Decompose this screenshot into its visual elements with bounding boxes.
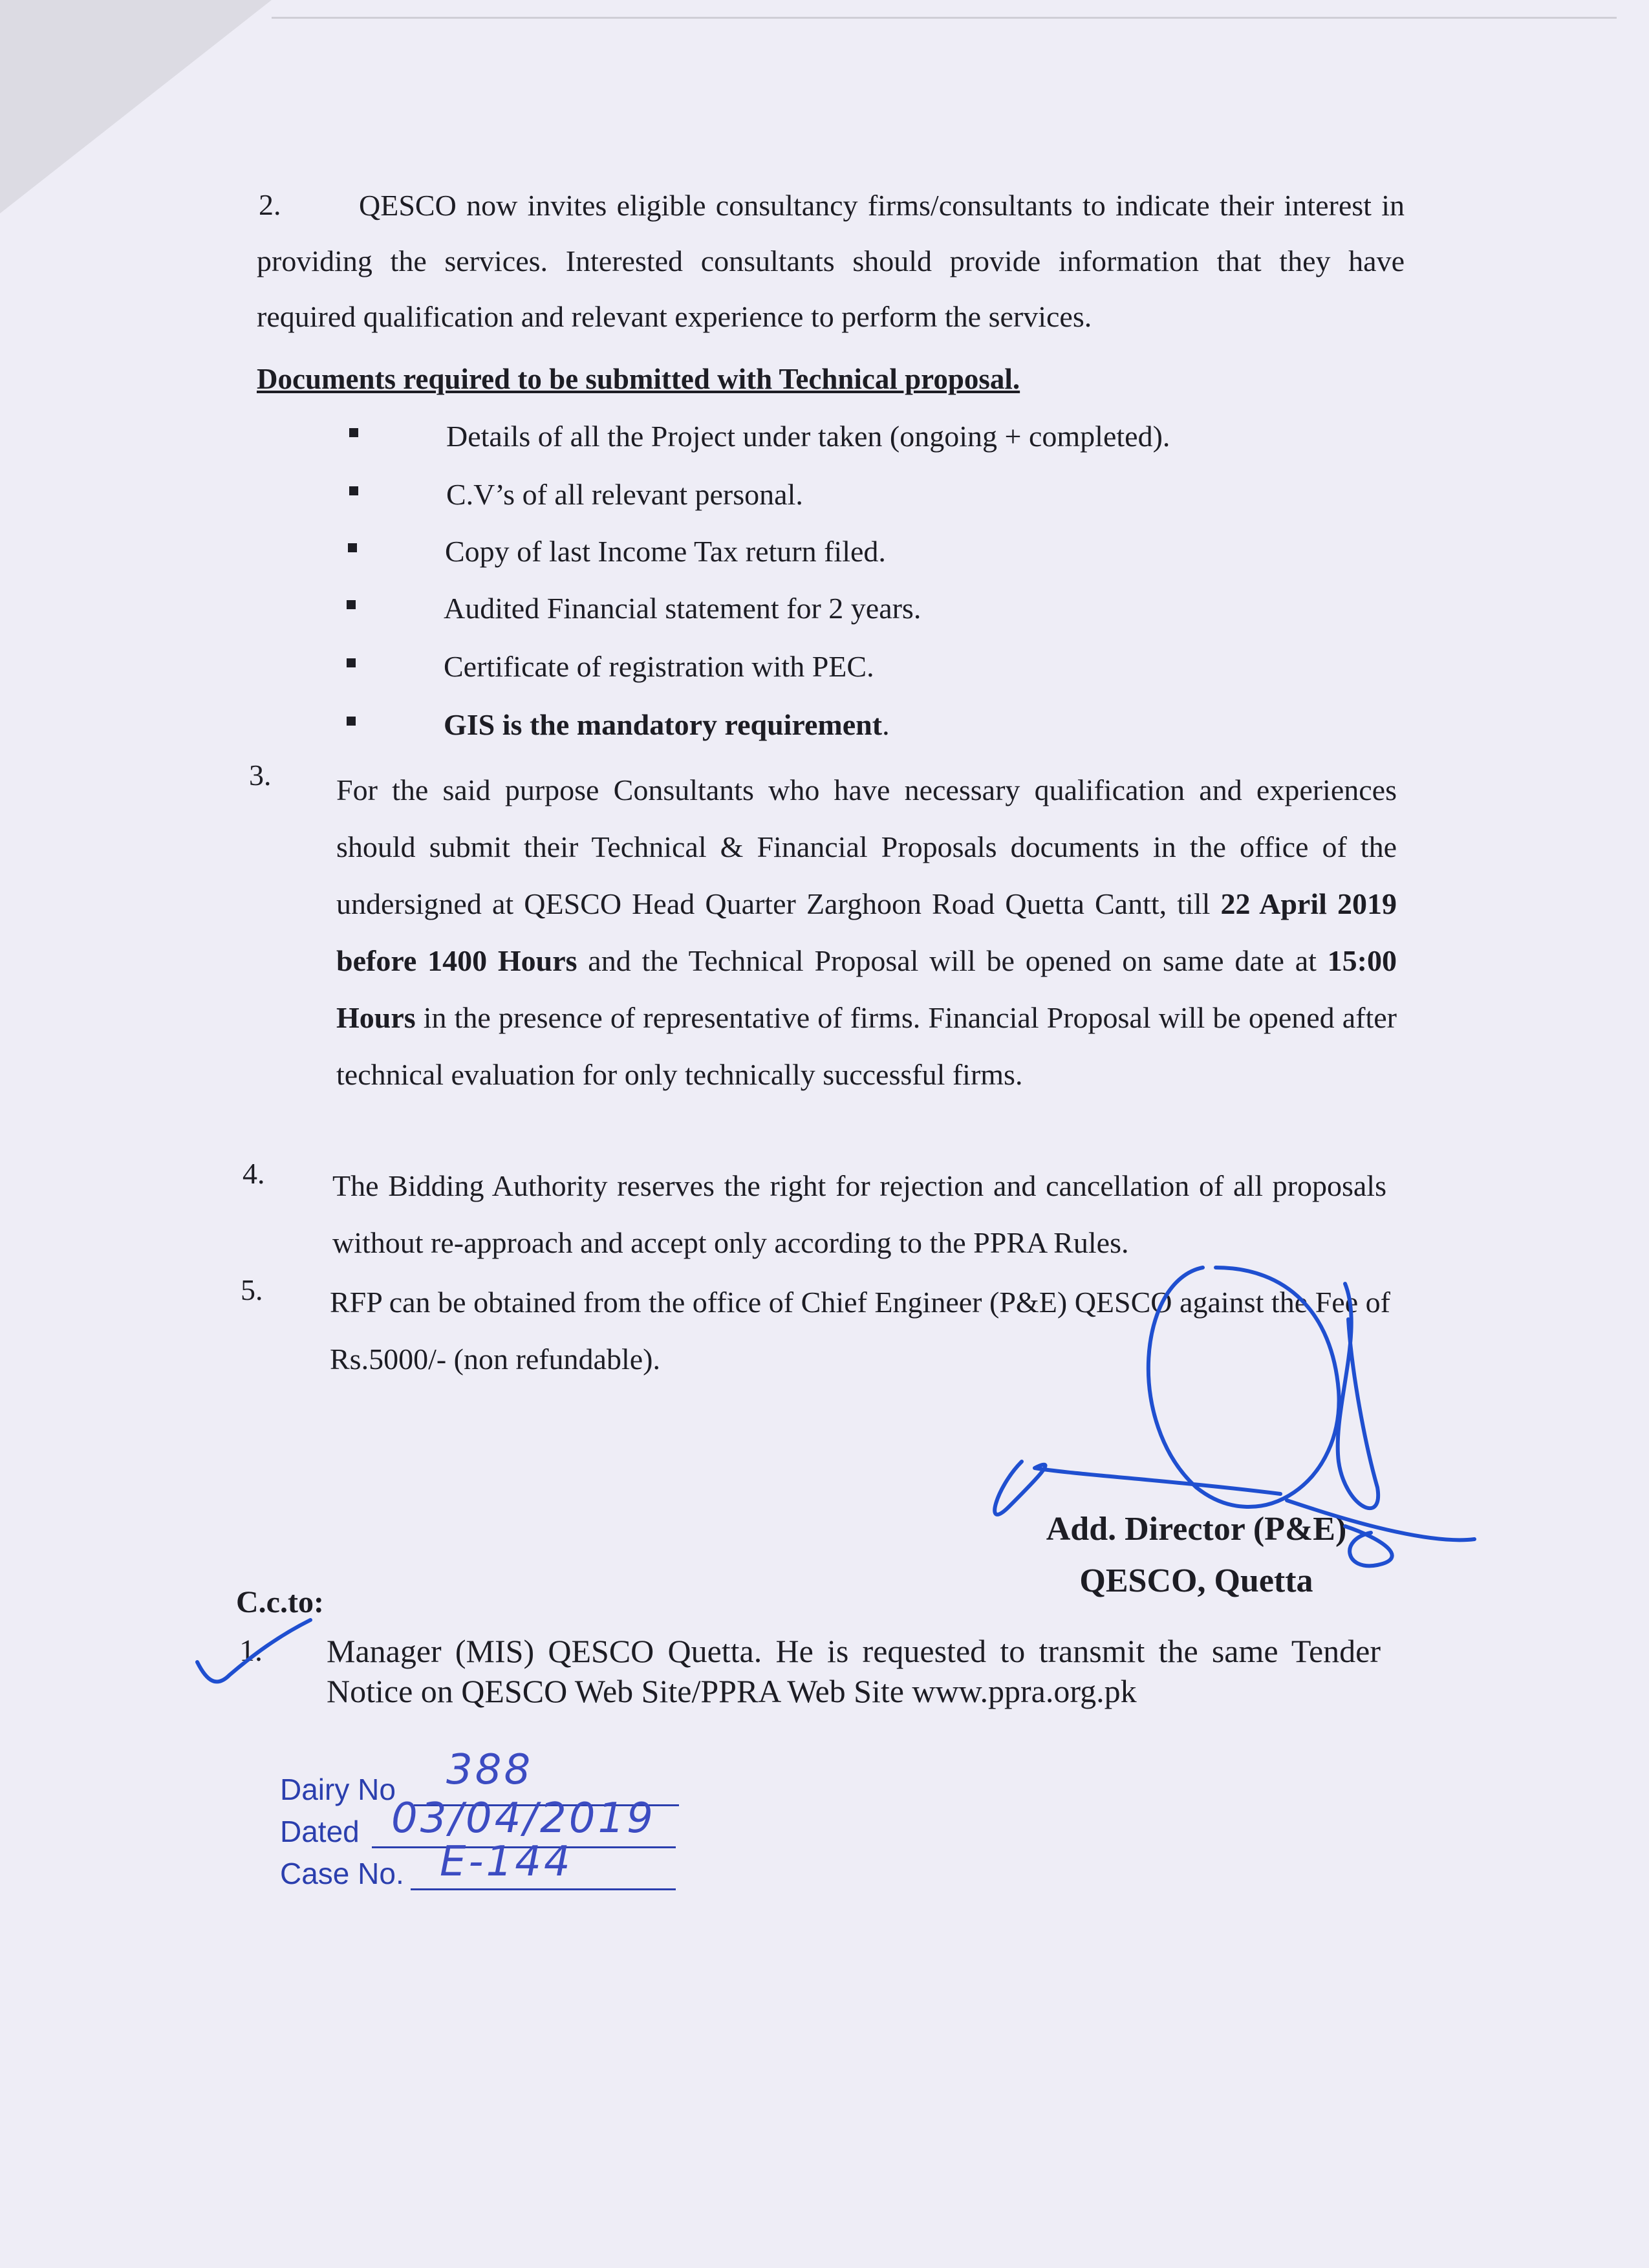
document-item: C.V’s of all relevant personal. bbox=[446, 477, 803, 512]
cc-heading: C.c.to: bbox=[236, 1585, 324, 1619]
cc-item-text: Manager (MIS) QESCO Quetta. He is requested to transmit the same Tender Notice on QESCO Web Site/PPRA Web Site www.ppra.org.pk bbox=[327, 1633, 1381, 1709]
para5-number: 5. bbox=[241, 1273, 263, 1306]
para2-number: 2. bbox=[259, 188, 281, 221]
para5-text: RFP can be obtained from the office of Chief Engineer (P&E) QESCO against the Fee of Rs.5000/- (non refundable). bbox=[330, 1286, 1390, 1376]
document-item: Audited Financial statement for 2 years. bbox=[444, 591, 921, 625]
para3-number: 3. bbox=[249, 759, 272, 792]
stamp-dated-label: Dated bbox=[280, 1815, 360, 1848]
para4-number: 4. bbox=[242, 1157, 265, 1190]
document-item: Details of all the Project under taken (ongoing + completed). bbox=[446, 419, 1170, 453]
stamp-dairy-label: Dairy No bbox=[280, 1773, 396, 1806]
signatory-title: Add. Director (P&E) bbox=[1046, 1511, 1347, 1548]
stamp-dated-value: 03/04/2019 bbox=[391, 1795, 656, 1842]
cc-item-number: 1. bbox=[239, 1634, 263, 1668]
para2-text: QESCO now invites eligible consultancy firms/consultants to indicate their interest in providing the services. Interested consultants should provide information that they have required qualification and relevant experience to perform the services. bbox=[257, 189, 1405, 333]
stamp-dairy-value: 388 bbox=[446, 1746, 534, 1794]
documents-heading: Documents required to be submitted with Technical proposal. bbox=[257, 363, 1020, 395]
para3-text: For the said purpose Consultants who have necessary qualification and experiences should submit their Technical & Financial Proposals documents in the office of the undersigned at QESCO Head Quarter Zarghoon Road Quetta Cantt, till 22 April 2019 before 1400 Hours and the Technical Proposal will be opened on same date at 15:00 Hours in the presence of representative of firms. Financial Proposal will be opened after technical evaluation for only technically successful firms. bbox=[336, 773, 1397, 1091]
document-item: Certificate of registration with PEC. bbox=[444, 649, 874, 684]
document-item: Copy of last Income Tax return filed. bbox=[445, 534, 886, 568]
document-item-mandatory: GIS is the mandatory requirement. bbox=[444, 707, 890, 742]
signatory-office: QESCO, Quetta bbox=[1079, 1562, 1313, 1599]
stamp-case-label: Case No. bbox=[280, 1857, 404, 1890]
para4-text: The Bidding Authority reserves the right for rejection and cancellation of all proposals without re-approach and accept only according to the PPRA Rules. bbox=[332, 1169, 1386, 1259]
stamp-case-value: E-144 bbox=[440, 1838, 573, 1886]
